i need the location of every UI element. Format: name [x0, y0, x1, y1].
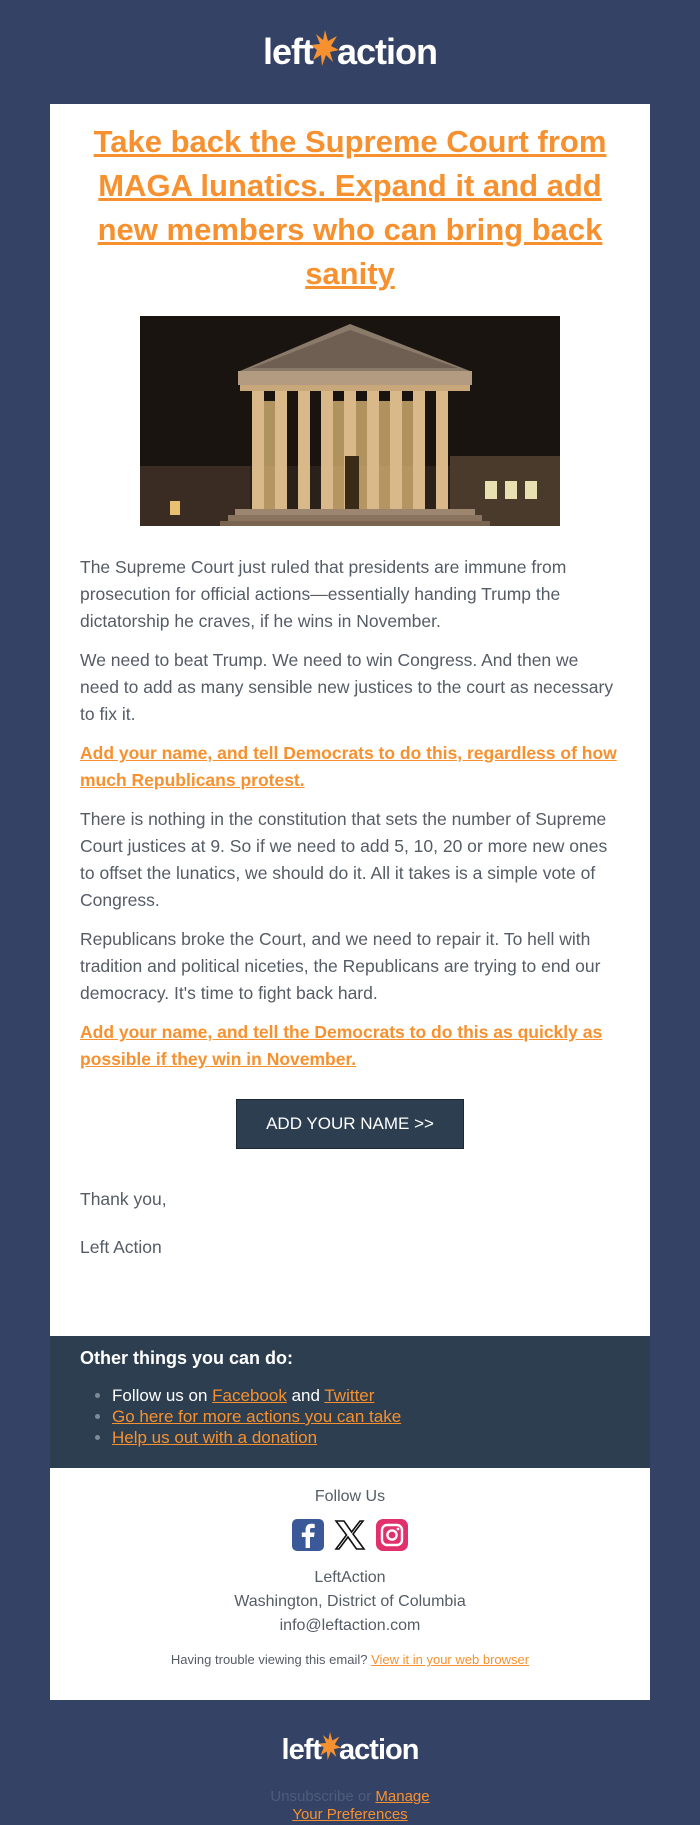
paragraph: We need to beat Trump. We need to win Congress. And then we need to add as many sensible new justices to the court as necessary to fix it.: [80, 650, 614, 724]
address-block: [50, 1566, 650, 1638]
paragraph: Republicans broke the Court, and we need to repair it. To hell with tradition and political niceties, the Republicans are trying to end our democracy. It's time to fight back hard.: [80, 929, 601, 1003]
footer: [50, 1468, 650, 1700]
unsubscribe-area: [0, 1788, 700, 1824]
twitter-link[interactable]: Twitter: [324, 1386, 375, 1405]
paragraph: The Supreme Court just ruled that presidents are immune from prosecution for official actions—essentially handing Trump the dictatorship he craves, if he wins in November.: [80, 557, 567, 631]
leftaction-logo[interactable]: left action: [282, 1730, 419, 1770]
manage-link[interactable]: Manage: [375, 1788, 430, 1805]
button-wrapper: [50, 1099, 650, 1149]
follow-us-label: Follow Us: [314, 1488, 386, 1505]
footer-logo-wrap: [0, 1730, 700, 1770]
other-actions-title: Other things you can do:: [80, 1348, 294, 1368]
trouble-viewing: Having trouble viewing this email? View it in your web browser: [170, 1652, 530, 1667]
x-icon[interactable]: [333, 1518, 367, 1552]
sender-name: Left Action: [80, 1237, 162, 1257]
instagram-icon[interactable]: [375, 1518, 409, 1552]
social-icons: [50, 1518, 650, 1552]
headline-link[interactable]: Take back the Supreme Court from MAGA lunatics. Expand it and add new members who can bring back sanity: [93, 124, 607, 291]
list-item: • Follow us on Facebook and Twitter: [112, 1385, 650, 1406]
facebook-link[interactable]: Facebook: [212, 1386, 287, 1405]
paragraph: There is nothing in the constitution that sets the number of Supreme Court justices at 9. So if we need to add 5, 10, 20 or more new ones to offset the lunatics, we should do it. All it takes is a simple vote of Congress.: [80, 809, 608, 910]
add-name-link[interactable]: Add your name, and tell Democrats to do this, regardless of how much Republicans protest.: [80, 743, 617, 790]
list-item: [112, 1427, 650, 1448]
unsubscribe-link[interactable]: Unsubscribe or: [270, 1788, 376, 1805]
more-actions-link[interactable]: Go here for more actions you can take: [112, 1407, 402, 1426]
leftaction-logo[interactable]: left action: [263, 28, 437, 77]
donation-link[interactable]: Help us out with a donation: [112, 1428, 318, 1447]
signoff: [80, 1187, 620, 1259]
other-actions-list: [50, 1385, 650, 1448]
add-your-name-button[interactable]: ADD YOUR NAME >>: [236, 1099, 464, 1149]
burst-icon: [311, 28, 339, 77]
list-item: [112, 1406, 650, 1427]
other-actions-panel: [50, 1336, 650, 1468]
body-text: [80, 554, 620, 1073]
thank-you-text: Thank you,: [80, 1189, 167, 1209]
facebook-icon[interactable]: [291, 1518, 325, 1552]
supreme-court-image[interactable]: [140, 316, 560, 526]
org-name: LeftAction: [314, 1569, 386, 1586]
preferences-link[interactable]: Your Preferences: [292, 1806, 408, 1823]
org-email[interactable]: info@leftaction.com: [279, 1617, 421, 1634]
add-name-link[interactable]: Add your name, and tell the Democrats to do this as quickly as possible if they win in November.: [80, 1022, 603, 1069]
org-location: Washington, District of Columbia: [234, 1593, 466, 1610]
burst-icon: [319, 1730, 341, 1770]
main-card: [50, 104, 650, 1336]
view-in-browser-link[interactable]: View it in your web browser: [371, 1652, 530, 1667]
header: [0, 0, 700, 104]
